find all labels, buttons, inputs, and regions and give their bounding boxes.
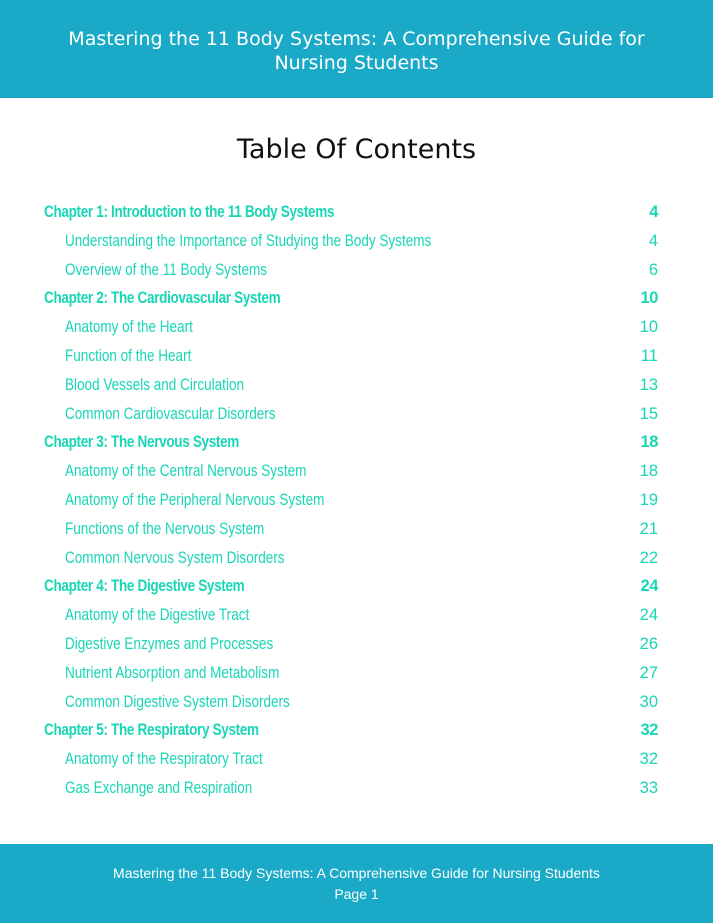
toc-chapter-entry[interactable]	[44, 284, 658, 313]
toc-entry-page-number: 19	[639, 490, 658, 509]
toc-entry-label: Gas Exchange and Respiration	[65, 778, 253, 797]
toc-entry-page-number: 15	[639, 404, 658, 423]
toc-entry-page-number: 32	[640, 721, 658, 740]
toc-section-entry[interactable]	[44, 601, 658, 630]
toc-chapter-entry[interactable]	[44, 198, 658, 227]
toc-section-entry[interactable]	[44, 688, 658, 717]
toc-entry-label: Function of the Heart	[65, 346, 192, 365]
header-title: Mastering the 11 Body Systems: A Comprehensive Guide for Nursing Students	[68, 28, 645, 74]
toc-entry-page-number: 6	[648, 260, 658, 279]
toc-section-entry[interactable]	[44, 371, 658, 400]
table-of-contents	[44, 198, 658, 803]
toc-entry-label: Overview of the 11 Body Systems	[65, 260, 268, 279]
toc-entry-label: Anatomy of the Respiratory Tract	[65, 750, 263, 769]
toc-section-entry[interactable]	[44, 745, 658, 774]
toc-section-entry[interactable]	[44, 486, 658, 515]
toc-entry-page-number: 4	[648, 231, 658, 250]
toc-entry-label: Chapter 3: The Nervous System	[44, 433, 240, 452]
toc-entry-label: Anatomy of the Peripheral Nervous System	[65, 490, 325, 509]
toc-entry-label: Functions of the Nervous System	[65, 519, 265, 538]
toc-entry-label: Chapter 1: Introduction to the 11 Body Systems	[44, 203, 335, 221]
toc-section-entry[interactable]	[44, 400, 658, 429]
toc-section-entry[interactable]	[44, 544, 658, 573]
footer-title: Mastering the 11 Body Systems: A Comprehensive Guide for Nursing Students	[113, 865, 600, 881]
toc-entry-page-number: 18	[639, 462, 658, 481]
toc-entry-page-number: 18	[640, 433, 658, 452]
toc-entry-page-number: 30	[639, 692, 658, 711]
toc-entry-page-number: 27	[639, 663, 658, 682]
toc-heading: Table Of Contents	[236, 134, 477, 165]
toc-entry-label: Understanding the Importance of Studying the Body Systems	[65, 231, 432, 250]
toc-entry-page-number: 24	[640, 577, 658, 596]
toc-entry-page-number: 26	[639, 634, 658, 653]
toc-section-entry[interactable]	[44, 774, 658, 803]
toc-entry-label: Digestive Enzymes and Processes	[65, 634, 274, 653]
toc-entry-page-number: 10	[639, 318, 658, 337]
toc-entry-page-number: 13	[639, 375, 658, 394]
toc-chapter-entry[interactable]	[44, 428, 658, 457]
toc-entry-page-number: 32	[639, 750, 658, 769]
toc-chapter-entry[interactable]	[44, 716, 658, 745]
toc-entry-page-number: 4	[649, 203, 658, 221]
toc-entry-page-number: 11	[640, 346, 658, 365]
toc-section-entry[interactable]	[44, 256, 658, 285]
toc-section-entry[interactable]	[44, 659, 658, 688]
toc-entry-label: Anatomy of the Heart	[65, 318, 193, 337]
toc-section-entry[interactable]	[44, 313, 658, 342]
toc-entry-label: Common Cardiovascular Disorders	[65, 404, 276, 423]
toc-entry-page-number: 24	[639, 606, 658, 625]
toc-section-entry[interactable]	[44, 515, 658, 544]
toc-entry-page-number: 22	[639, 548, 658, 567]
toc-entry-label: Chapter 5: The Respiratory System	[44, 721, 259, 740]
toc-entry-label: Blood Vessels and Circulation	[65, 375, 245, 394]
toc-entry-label: Chapter 4: The Digestive System	[44, 577, 245, 596]
toc-chapter-entry[interactable]	[44, 572, 658, 601]
header-banner	[0, 0, 713, 98]
toc-section-entry[interactable]	[44, 342, 658, 371]
toc-entry-page-number: 21	[639, 519, 658, 538]
toc-entry-label: Common Digestive System Disorders	[65, 692, 290, 711]
footer-banner	[0, 844, 713, 923]
toc-entry-label: Chapter 2: The Cardiovascular System	[44, 289, 281, 308]
toc-entry-label: Anatomy of the Central Nervous System	[65, 462, 307, 481]
toc-section-entry[interactable]	[44, 457, 658, 486]
toc-section-entry[interactable]	[44, 227, 658, 256]
footer-page-number: Page 1	[334, 886, 379, 902]
toc-section-entry[interactable]	[44, 630, 658, 659]
toc-entry-label: Anatomy of the Digestive Tract	[65, 606, 250, 625]
toc-entry-label: Nutrient Absorption and Metabolism	[65, 663, 280, 682]
toc-entry-page-number: 10	[640, 289, 658, 308]
toc-entry-label: Common Nervous System Disorders	[65, 548, 285, 567]
toc-entry-page-number: 33	[639, 778, 658, 797]
